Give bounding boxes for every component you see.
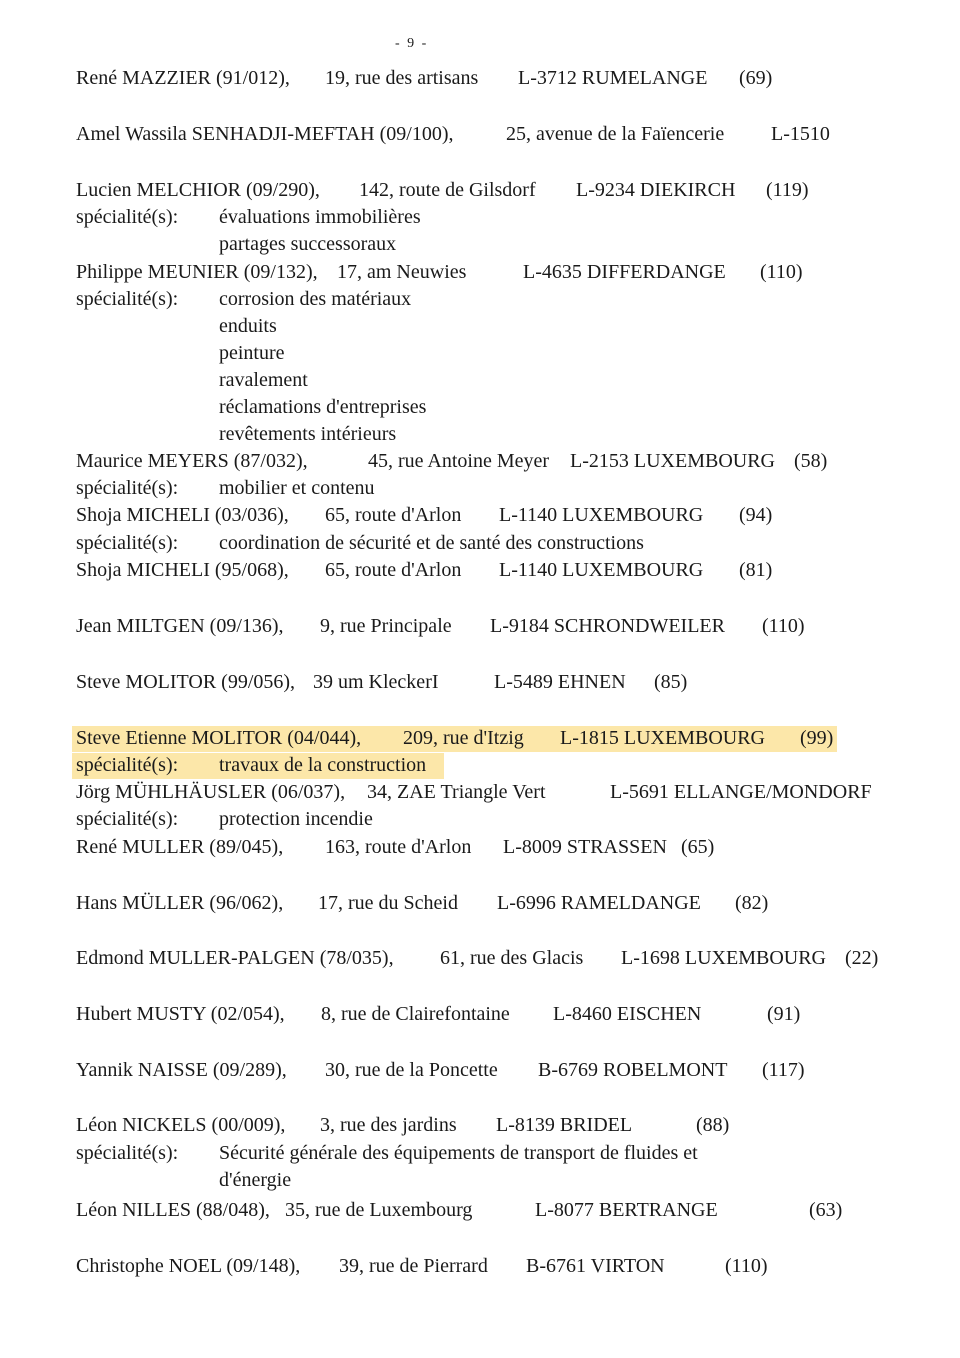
specialty-value: partages successoraux	[219, 233, 397, 255]
entry-address: 25, avenue de la Faïencerie	[506, 123, 725, 145]
entry-name: Steve Etienne MOLITOR (04/044),	[76, 727, 362, 749]
entry-code: (69)	[739, 67, 773, 89]
entry-code: (91)	[767, 1003, 801, 1025]
entry-locality: L-1140 LUXEMBOURG	[499, 504, 704, 526]
entry-code: (88)	[696, 1114, 730, 1136]
entry-code: (85)	[654, 671, 688, 693]
entry-code: (58)	[794, 450, 828, 472]
entry-locality: L-1510	[771, 123, 830, 145]
entry-name: Hans MÜLLER (96/062),	[76, 892, 284, 914]
entry-name: Edmond MULLER-PALGEN (78/035),	[76, 947, 394, 969]
entry-address: 3, rue des jardins	[320, 1114, 457, 1136]
entry-locality: L-6996 RAMELDANGE	[497, 892, 701, 914]
entry-name: Steve MOLITOR (99/056),	[76, 671, 296, 693]
entry-locality: L-5691 ELLANGE/MONDORF	[610, 781, 872, 803]
entry-locality: L-4635 DIFFERDANGE	[523, 261, 726, 283]
entry-name: Christophe NOEL (09/148),	[76, 1255, 301, 1277]
entry-locality: L-9184 SCHRONDWEILER	[490, 615, 725, 637]
entry-code: (22)	[845, 947, 879, 969]
entry-locality: L-1140 LUXEMBOURG	[499, 559, 704, 581]
entry-address: 19, rue des artisans	[325, 67, 479, 89]
entry-locality: L-8139 BRIDEL	[496, 1114, 633, 1136]
entry-code: (65)	[681, 836, 715, 858]
specialty-value: corrosion des matériaux	[219, 288, 412, 310]
entry-address: 34, ZAE Triangle Vert	[367, 781, 546, 803]
entry-locality: B-6761 VIRTON	[526, 1255, 665, 1277]
entry-address: 35, rue de Luxembourg	[285, 1199, 473, 1221]
entry-name: Lucien MELCHIOR (09/290),	[76, 179, 320, 201]
specialty-label: spécialité(s):	[76, 754, 179, 776]
entry-name: René MAZZIER (91/012),	[76, 67, 290, 89]
page-number: - 9 -	[395, 36, 429, 51]
entry-name: Amel Wassila SENHADJI-MEFTAH (09/100),	[76, 123, 454, 145]
entry-locality: L-3712 RUMELANGE	[518, 67, 708, 89]
specialty-value: coordination de sécurité et de santé des constructions	[219, 532, 644, 554]
entry-name: Hubert MUSTY (02/054),	[76, 1003, 285, 1025]
entry-code: (99)	[800, 727, 834, 749]
entry-address: 39, rue de Pierrard	[339, 1255, 488, 1277]
entry-code: (119)	[766, 179, 809, 201]
entry-address: 61, rue des Glacis	[440, 947, 584, 969]
specialty-value: d'énergie	[219, 1169, 292, 1191]
specialty-label: spécialité(s):	[76, 532, 179, 554]
entry-address: 65, route d'Arlon	[325, 559, 462, 581]
specialty-value: ravalement	[219, 369, 308, 391]
entry-name: Léon NICKELS (00/009),	[76, 1114, 286, 1136]
entry-locality: L-1815 LUXEMBOURG	[560, 727, 765, 749]
entry-name: Shoja MICHELI (95/068),	[76, 559, 289, 581]
entry-address: 209, rue d'Itzig	[403, 727, 524, 749]
entry-name: Yannik NAISSE (09/289),	[76, 1059, 287, 1081]
specialty-label: spécialité(s):	[76, 288, 179, 310]
entry-code: (117)	[762, 1059, 805, 1081]
specialty-label: spécialité(s):	[76, 1142, 179, 1164]
entry-code: (94)	[739, 504, 773, 526]
specialty-value: mobilier et contenu	[219, 477, 375, 499]
entry-locality: L-2153 LUXEMBOURG	[570, 450, 775, 472]
entry-address: 65, route d'Arlon	[325, 504, 462, 526]
specialty-value: Sécurité générale des équipements de transport de fluides et	[219, 1142, 698, 1164]
entry-locality: L-8460 EISCHEN	[553, 1003, 702, 1025]
entry-name: Maurice MEYERS (87/032),	[76, 450, 308, 472]
specialty-value: travaux de la construction	[219, 754, 427, 776]
specialty-label: spécialité(s):	[76, 477, 179, 499]
entry-locality: L-5489 EHNEN	[494, 671, 626, 693]
entry-address: 39 um KleckerI	[313, 671, 439, 693]
entry-name: Léon NILLES (88/048),	[76, 1199, 270, 1221]
entry-code: (110)	[760, 261, 803, 283]
entry-address: 30, rue de la Poncette	[325, 1059, 498, 1081]
entry-code: (63)	[809, 1199, 843, 1221]
entry-code: (110)	[725, 1255, 768, 1277]
specialty-value: protection incendie	[219, 808, 373, 830]
entry-locality: L-8009 STRASSEN	[503, 836, 667, 858]
entry-locality: B-6769 ROBELMONT	[538, 1059, 728, 1081]
specialty-label: spécialité(s):	[76, 808, 179, 830]
specialty-value: enduits	[219, 315, 277, 337]
specialty-value: peinture	[219, 342, 285, 364]
entry-address: 17, am Neuwies	[337, 261, 467, 283]
entry-name: Jean MILTGEN (09/136),	[76, 615, 284, 637]
entry-locality: L-8077 BERTRANGE	[535, 1199, 718, 1221]
entry-locality: L-1698 LUXEMBOURG	[621, 947, 826, 969]
specialty-value: évaluations immobilières	[219, 206, 421, 228]
entry-code: (110)	[762, 615, 805, 637]
entry-name: Shoja MICHELI (03/036),	[76, 504, 289, 526]
entry-address: 142, route de Gilsdorf	[359, 179, 536, 201]
entry-address: 45, rue Antoine Meyer	[368, 450, 550, 472]
entry-address: 17, rue du Scheid	[318, 892, 458, 914]
entry-address: 8, rue de Clairefontaine	[321, 1003, 510, 1025]
specialty-label: spécialité(s):	[76, 206, 179, 228]
specialty-value: réclamations d'entreprises	[219, 396, 427, 418]
entry-name: René MULLER (89/045),	[76, 836, 284, 858]
entry-code: (81)	[739, 559, 773, 581]
entry-name: Jörg MÜHLHÄUSLER (06/037),	[76, 781, 346, 803]
entry-name: Philippe MEUNIER (09/132),	[76, 261, 318, 283]
entry-address: 9, rue Principale	[320, 615, 452, 637]
entry-locality: L-9234 DIEKIRCH	[576, 179, 736, 201]
entry-address: 163, route d'Arlon	[325, 836, 472, 858]
entry-code: (82)	[735, 892, 769, 914]
specialty-value: revêtements intérieurs	[219, 423, 397, 445]
